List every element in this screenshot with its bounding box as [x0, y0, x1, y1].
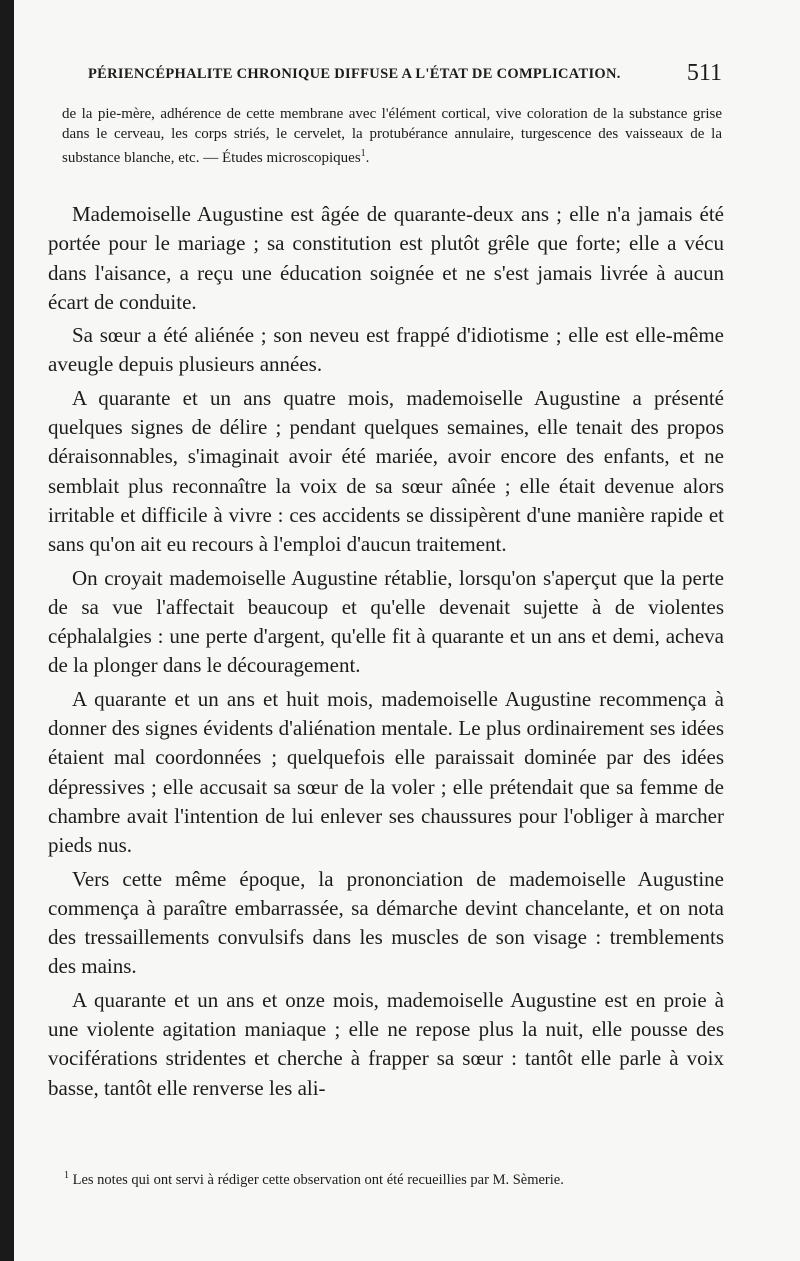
scan-left-edge: [0, 0, 14, 1261]
paragraph: A quarante et un ans et huit mois, mademoiselle Augustine recommença à donner des signes évidents d'aliénation mentale. Le plus ordinairement ses idées étaient mal coordonnées ; quelquefois elle paraissait dominée par des idées dépressives ; elle accusait sa sœur de la voler ; elle prétendait que sa femme de chambre avait l'intention de lui enlever ses chaussures pour l'obliger à marcher pieds nus.: [48, 686, 724, 858]
footnote-ref: 1: [360, 148, 366, 159]
carried-note-end: .: [365, 150, 370, 166]
carried-over-footnote: [62, 104, 722, 168]
page-header: [88, 60, 722, 92]
margin-mark: f: [4, 118, 10, 135]
footnote: [48, 1166, 724, 1190]
paragraph: Vers cette même époque, la prononciation de mademoiselle Augustine commença à paraître embarrassée, sa démarche devint chancelante, et on nota des tressaillements convulsifs dans les muscles de son visage : tremblements des mains.: [48, 866, 724, 979]
paragraph: Sa sœur a été aliénée ; son neveu est frappé d'idiotisme ; elle est elle-même aveugle depuis plusieurs années.: [48, 323, 724, 377]
running-head: PÉRIENCÉPHALITE CHRONIQUE DIFFUSE A L'ÉTAT DE COMPLICATION.: [88, 66, 621, 82]
footnote-text: Les notes qui ont servi à rédiger cette observation ont été recueillies par M. Sèmerie.: [69, 1171, 564, 1188]
paragraph: A quarante et un ans quatre mois, mademoiselle Augustine a présenté quelques signes de délire ; pendant quelques semaines, elle tenait des propos déraisonnables, s'imaginait avoir été mariée, avoir encore des enfants, et ne semblait plus reconnaître la voix de sa sœur aînée ; elle était devenue alors irritable et difficile à vivre : ces accidents se dissipèrent d'une manière rapide et sans qu'on ait eu recours à l'emploi d'aucun traitement.: [48, 385, 724, 557]
page-number: 511: [686, 60, 722, 86]
footnote-marker: 1: [64, 1170, 69, 1181]
carried-note-text: de la pie-mère, adhérence de cette membrane avec l'élément cortical, vive coloration de la substance grise dans le cerveau, les corps striés, le cervelet, la protubérance annulaire, turgescence des vaisseaux de la substance blanche, etc. — Études microscopiques: [62, 106, 722, 166]
paragraph: A quarante et un ans et onze mois, mademoiselle Augustine est en proie à une violente agitation maniaque ; elle ne repose plus la nuit, elle pousse des vociférations stridentes et cherche à frapper sa sœur : tantôt elle parle à voix basse, tantôt elle renverse les ali-: [48, 987, 724, 1100]
paragraph: Mademoiselle Augustine est âgée de quarante-deux ans ; elle n'a jamais été portée pour le mariage ; sa constitution est plutôt grêle que forte; elle a vécu dans l'aisance, a reçu une éducation soignée et ne s'est jamais livrée à aucun écart de conduite.: [48, 202, 724, 314]
paragraph: On croyait mademoiselle Augustine rétablie, lorsqu'on s'aperçut que la perte de sa vue l'affectait beaucoup et qu'elle devenait sujette à de violentes céphalalgies : une perte d'argent, qu'elle fit à quarante et un ans et demi, acheva de la plonger dans le découragement.: [48, 565, 724, 678]
body-text: [48, 200, 724, 1103]
